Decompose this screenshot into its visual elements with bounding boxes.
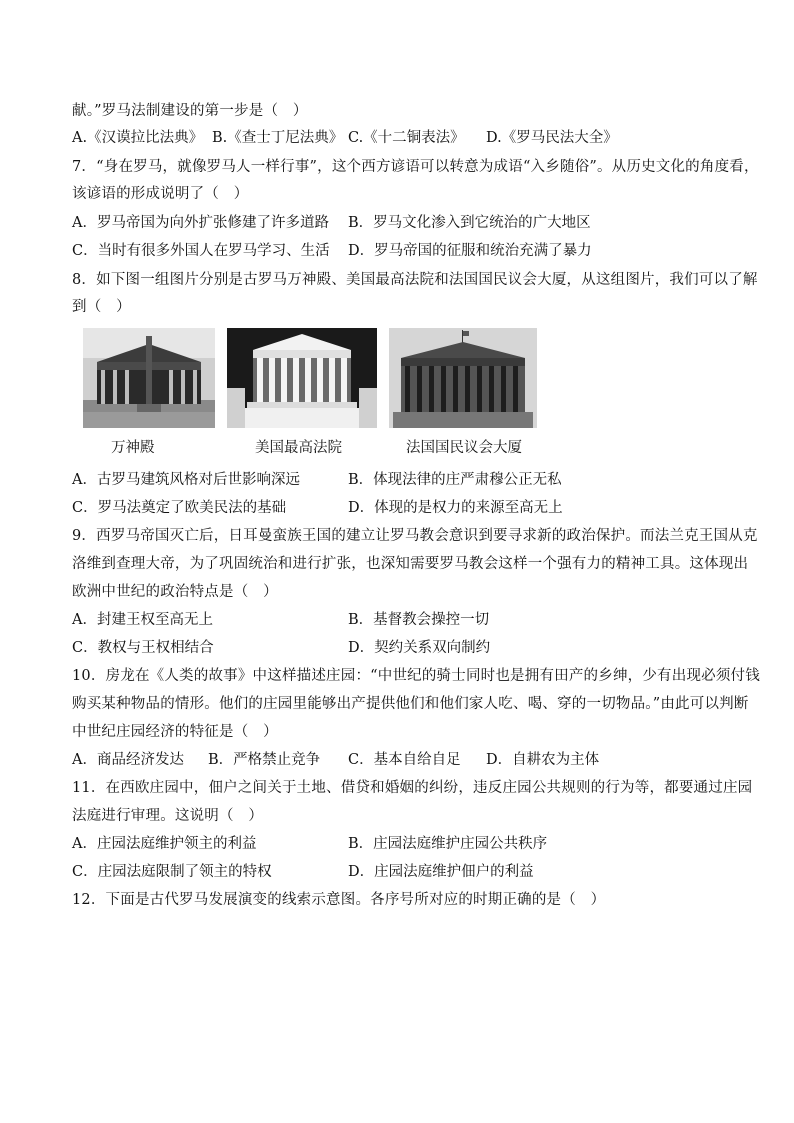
q7-option-a: A．罗马帝国为向外扩张修建了许多道路	[72, 215, 329, 231]
q11-option-c: C．庄园法庭限制了领主的特权	[72, 864, 272, 880]
q9-option-c: C．教权与王权相结合	[72, 640, 214, 656]
q9-stem-line3: 欧洲中世纪的政治特点是（ ）	[72, 584, 278, 600]
pantheon-photo	[83, 328, 215, 428]
q9-option-a: A．封建王权至高无上	[72, 612, 213, 628]
q12-stem-line1: 12．下面是古代罗马发展演变的线索示意图。各序号所对应的时期正确的是（ ）	[72, 892, 606, 908]
q6-option-d: D.《罗马民法大全》	[486, 130, 618, 146]
supreme-court-photo	[227, 328, 377, 428]
q6-option-c: C.《十二铜表法》	[348, 130, 465, 146]
q8-option-a: A．古罗马建筑风格对后世影响深远	[72, 472, 300, 488]
national-assembly-photo	[389, 328, 537, 428]
q9-stem-line2: 洛维到查理大帝，为了巩固统治和进行扩张，也深知需要罗马教会这样一个强有力的精神工具。这体现出	[72, 556, 749, 572]
q10-stem-line1: 10．房龙在《人类的故事》中这样描述庄园：“中世纪的骑士同时也是拥有田产的乡绅，少有出现必须付钱	[72, 668, 760, 684]
q11-stem-line1: 11．在西欧庄园中，佃户之间关于土地、借贷和婚姻的纠纷，违反庄园公共规则的行为等，都要通过庄园	[72, 780, 753, 796]
q9-option-b: B．基督教会操控一切	[348, 612, 490, 628]
q8-option-b: B．体现法律的庄严肃穆公正无私	[348, 472, 562, 488]
q7-option-d: D．罗马帝国的征服和统治充满了暴力	[348, 243, 592, 259]
pantheon-caption: 万神殿	[111, 440, 155, 456]
q11-stem-line2: 法庭进行审理。这说明（ ）	[72, 808, 264, 824]
q10-option-d: D．自耕农为主体	[486, 752, 600, 768]
q7-option-b: B．罗马文化渗入到它统治的广大地区	[348, 215, 591, 231]
q10-option-c: C．基本自给自足	[348, 752, 461, 768]
supreme-court-caption: 美国最高法院	[255, 440, 342, 456]
q10-option-b: B．严格禁止竞争	[208, 752, 321, 768]
q8-option-d: D．体现的是权力的来源至高无上	[348, 500, 563, 516]
q11-option-b: B．庄园法庭维护庄园公共秩序	[348, 836, 548, 852]
q10-stem-line2: 购买某种物品的情形。他们的庄园里能够出产提供他们和他们家人吃、喝、穿的一切物品。”由此可以判断	[72, 696, 749, 712]
q8-stem-line2: 到（ ）	[72, 299, 131, 315]
national-assembly-caption: 法国国民议会大厦	[406, 440, 522, 456]
q10-stem-line3: 中世纪庄园经济的特征是（ ）	[72, 724, 278, 740]
q11-option-d: D．庄园法庭维护佃户的利益	[348, 864, 534, 880]
q8-stem-line1: 8．如下图一组图片分别是古罗马万神殿、美国最高法院和法国国民议会大厦，从这组图片，我们可以了解	[72, 272, 758, 288]
q7-option-c: C．当时有很多外国人在罗马学习、生活	[72, 243, 330, 259]
q8-option-c: C．罗马法奠定了欧美民法的基础	[72, 500, 287, 516]
q6-option-b: B.《查士丁尼法典》	[212, 130, 344, 146]
q11-option-a: A．庄园法庭维护领主的利益	[72, 836, 257, 852]
q6-option-a: A.《汉谟拉比法典》	[72, 130, 204, 146]
q6-stem: 献。”罗马法制建设的第一步是（ ）	[72, 103, 308, 119]
q7-stem-line2: 该谚语的形成说明了（ ）	[72, 186, 249, 202]
q10-option-a: A．商品经济发达	[72, 752, 184, 768]
q7-stem-line1: 7．“身在罗马，就像罗马人一样行事”，这个西方谚语可以转意为成语“入乡随俗”。从历史文化的角度看，	[72, 159, 759, 175]
q9-option-d: D．契约关系双向制约	[348, 640, 491, 656]
q9-stem-line1: 9．西罗马帝国灭亡后，日耳曼蛮族王国的建立让罗马教会意识到要寻求新的政治保护。而法兰克王国从克	[72, 528, 758, 544]
